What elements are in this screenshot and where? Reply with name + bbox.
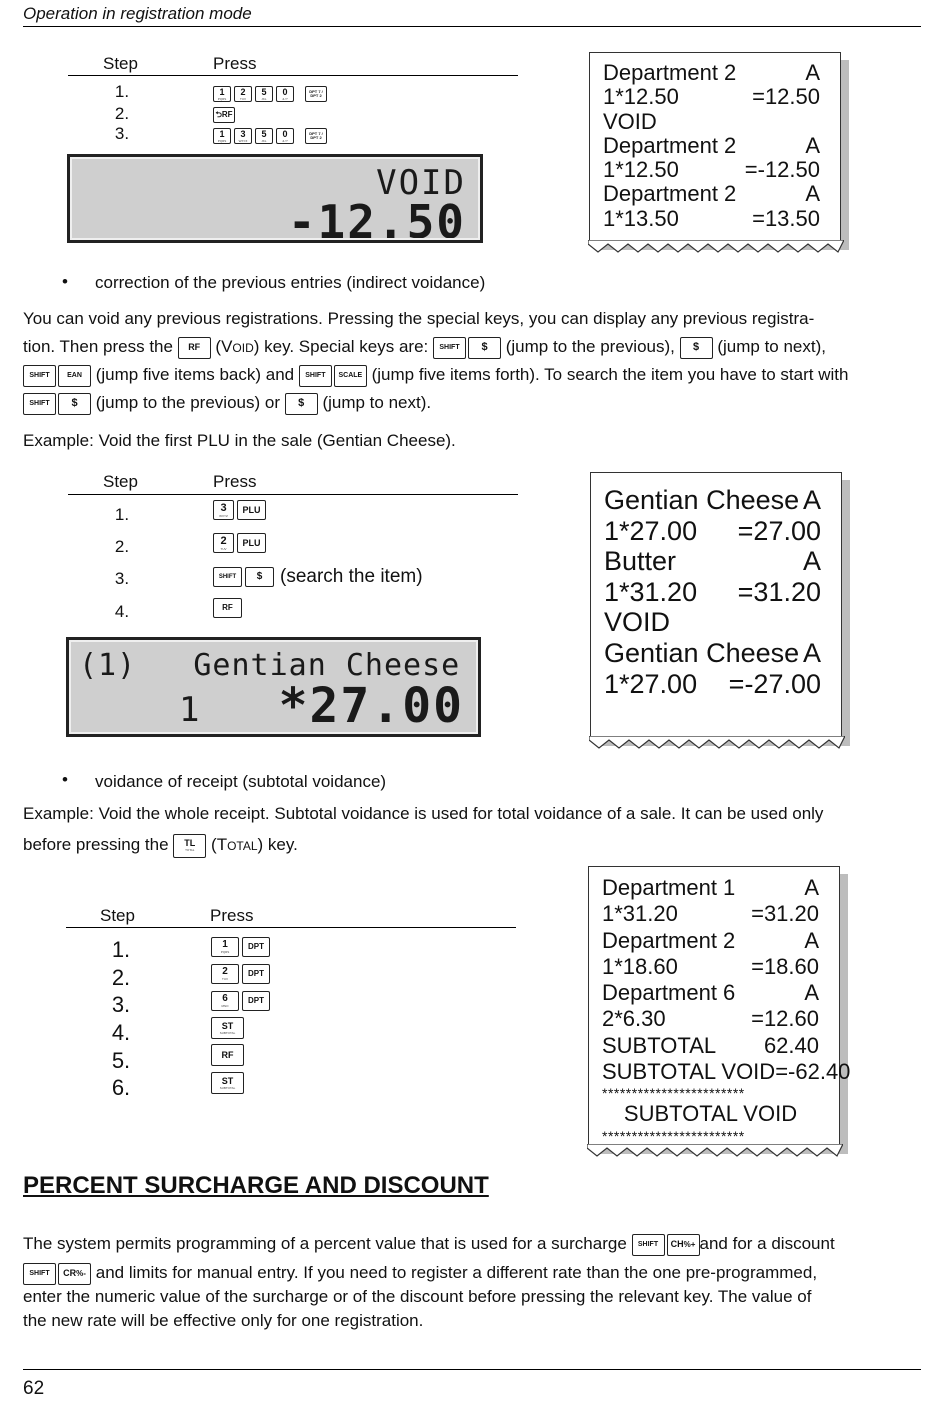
receipt-label: Department 6 [602,980,736,1006]
step-col-header: Step [100,906,135,925]
section-title: PERCENT SURCHARGE AND DISCOUNT [23,1172,489,1199]
shift-ch-keys[interactable]: SHIFT CH %+ [632,1234,700,1256]
receipt-label: 1*27.00 [604,515,698,546]
press-col-header: Press [213,54,257,73]
key-sequence [211,964,270,984]
receipt-line [604,546,821,577]
plu-key[interactable]: PLU [237,533,266,553]
step-col-header: Step [103,54,138,73]
paragraph [23,1230,921,1334]
receipt-label: Department 2 [603,132,737,158]
receipt-line [602,928,819,954]
lcd-line-1: VOID [376,163,466,203]
receipt-label: 1*18.60 [602,953,678,979]
paragraph [23,305,921,417]
key-0[interactable]: 0 &.!? [276,128,294,144]
receipt-value: A [805,60,820,85]
paragraph-line: SHIFT CR %- and limits for manual entry. If you need to register a different rate than the one pre-programmed, [23,1259,921,1286]
paragraph-line: The system permits programming of a percent value that is used for a surcharge SHIFT CH %+ and for a discount [23,1230,921,1257]
receipt-value: 62.40 [763,1032,819,1058]
step-number: 1. [114,82,130,101]
dpt-key[interactable]: DPT [242,937,270,957]
receipt-line [604,607,821,638]
receipt-line [603,182,820,206]
lcd-line-2: *27.00 [278,678,464,734]
receipt-line [603,85,820,109]
dpt-key[interactable]: DPT [242,991,270,1011]
receipt-printout [589,52,841,242]
shift-cr-keys[interactable]: SHIFT CR %- [23,1263,91,1285]
receipt-label: 1*27.00 [604,668,698,699]
receipt-line [604,638,821,669]
receipt-value: A [802,637,821,668]
step-number: 2. [114,537,130,556]
receipt-label: SUBTOTAL VOID [602,1059,776,1085]
receipt-label: VOID [604,607,671,638]
receipt-value: =-62.40 [775,1059,851,1085]
receipt-value: A [804,927,819,953]
key-sequence [213,533,266,553]
page-number: 62 [23,1378,45,1399]
torn-edge [588,240,844,254]
step-number: 3. [114,124,130,143]
receipt-printout [588,866,851,1146]
paragraph-line: SHIFT EAN (jump five items back) and SHIFT SCALE (jump five items forth). To search the item you have to start with [23,361,921,389]
step-number: 3. [114,569,130,588]
void-rf-key[interactable]: ⮌RF [213,107,235,123]
receipt-line [602,980,819,1006]
step-number: 4. [114,602,130,621]
receipt-value: =27.00 [737,515,821,546]
step-number: 4. [111,1020,131,1045]
receipt-line [603,207,820,231]
receipt-value: =-12.50 [744,157,820,183]
receipt-line [602,1033,819,1059]
table-rule [68,494,518,495]
dollar-key[interactable]: $ [245,567,274,587]
shift-ean-keys[interactable]: SHIFT EAN [23,365,91,387]
key-sequence [213,128,327,144]
key-2[interactable]: 2 TUV [211,964,239,984]
receipt-line [604,485,821,516]
key-1[interactable]: 1 PQRS [213,86,231,102]
receipt-label: 1*12.50 [603,157,679,183]
key-1[interactable]: 1 PQRS [211,937,239,957]
receipt-value: A [802,485,821,515]
key-sequence [213,500,266,520]
paragraph-line: enter the numeric value of the surcharge or of the discount before pressing the relevant key. The value of [23,1287,812,1306]
lcd-qty: 1 [179,690,200,730]
receipt-label: 2*6.30 [602,1006,666,1032]
dpt7-dpt2-key[interactable]: DPT 7 / DPT 2 [305,128,327,144]
step-number: 2. [111,965,131,990]
receipt-label: 1*13.50 [603,205,679,231]
receipt-value: A [805,181,820,207]
receipt-label: 1*31.20 [602,901,678,927]
receipt-value: A [804,980,819,1006]
lcd-display [66,637,481,737]
step-number: 1. [111,937,131,962]
paragraph-line: tion. Then press the RF (Void) key. Special keys are: SHIFT $ (jump to the previous), $ (jump to next), [23,333,921,361]
receipt-label: Gentian Cheese [604,485,800,515]
key-3[interactable]: 3 WXYZ [234,128,252,144]
receipt-value: =18.60 [751,953,819,979]
bullet-dot: • [62,770,68,789]
lcd-display [67,154,483,249]
receipt-value: =31.20 [751,901,819,927]
key-sequence [213,566,423,588]
receipt-value: =12.60 [751,1006,819,1032]
step-number: 6. [111,1075,131,1100]
receipt-value: A [805,132,820,158]
press-col-header: Press [210,906,254,925]
receipt-label: Department 2 [602,927,736,953]
receipt-label: SUBTOTAL [602,1032,717,1058]
total-key[interactable]: TL TOTAL [173,834,206,858]
receipt-line [602,1006,819,1032]
key-sequence [211,937,270,957]
receipt-value: A [804,875,819,900]
paragraph-line: the new rate will be effective only for one registration. [23,1311,424,1330]
running-header: Operation in registration mode [23,4,252,23]
receipt-line [603,61,820,85]
dpt-key[interactable]: DPT [242,964,270,984]
key-sequence [213,598,242,618]
bullet-text: correction of the previous entries (indirect voidance) [95,273,486,292]
step-number: 1. [114,505,130,524]
paragraph-line: before pressing the TL TOTAL (Total) key. [23,831,921,859]
receipt-label: VOID [603,108,657,134]
footer-rule [23,1369,921,1370]
receipt-line [602,901,819,927]
key-sequence [211,1017,244,1039]
receipt-label: 1*31.20 [604,576,698,607]
receipt-value: =13.50 [752,205,820,231]
receipt-value: =31.20 [737,576,821,607]
void-rf-key[interactable]: RF [211,1044,244,1066]
subtotal-key[interactable]: ST SUBTOTAL [211,1017,244,1039]
receipt-line [603,158,820,182]
receipt-stars: ************************ [602,1127,745,1144]
receipt-line [602,1059,851,1085]
shift-dollar-keys[interactable]: SHIFT $ [433,337,501,359]
dpt7-dpt2-key[interactable]: DPT 7 / DPT 2 [305,86,327,102]
shift-key[interactable]: SHIFT [213,567,242,587]
receipt-value: =12.50 [752,84,820,110]
step-number: 2. [114,104,130,123]
paragraph-line: SHIFT $ (jump to the previous) or $ (jump to next). [23,389,921,417]
key-sequence [211,1044,244,1066]
key-1[interactable]: 1 PQRS [213,128,231,144]
key-2[interactable]: 2 TUV [234,86,252,102]
key-3[interactable]: 3 WXYZ [213,500,234,520]
receipt-line [603,134,820,158]
key-sequence [213,86,327,102]
bullet-text: voidance of receipt (subtotal voidance) [95,772,387,791]
torn-edge [587,1144,843,1158]
receipt-label: Butter [604,546,677,577]
paragraph-line: Example: Void the whole receipt. Subtotal voidance is used for total voidance of a sale. It can be used only [23,804,824,823]
receipt-line [603,110,820,134]
receipt-line [604,516,821,547]
step-number: 3. [111,992,131,1017]
key-2[interactable]: 2 TUV [213,533,234,553]
receipt-line [602,954,819,980]
dollar-key[interactable]: $ [285,393,318,415]
step-number: 5. [111,1048,131,1073]
receipt-printout [590,472,842,738]
void-rf-key[interactable]: RF [178,337,211,359]
receipt-stars: ************************ [602,1085,745,1102]
void-rf-key[interactable]: RF [213,598,242,618]
receipt-label: 1*12.50 [603,84,679,110]
shift-scale-keys[interactable]: SHIFT SCALE [299,365,367,387]
receipt-line [604,669,821,700]
key-6[interactable]: 6 MNO [211,991,239,1011]
paragraph-line: You can void any previous registrations. Pressing the special keys, you can display any previous registra- [23,309,815,328]
receipt-label: Department 2 [603,181,737,207]
receipt-line [602,875,819,901]
key-0[interactable]: 0 &.!? [276,86,294,102]
header-rule [23,26,921,27]
table-rule [68,75,518,76]
search-note: (search the item) [280,566,423,587]
key-sequence [211,1072,244,1094]
table-rule [66,927,516,928]
lcd-line-2: -12.50 [287,195,466,249]
paragraph [23,800,921,859]
torn-edge [589,736,845,750]
key-sequence [211,991,270,1011]
subtotal-key[interactable]: ST SUBTOTAL [211,1072,244,1094]
key-sequence [213,107,235,123]
receipt-value: A [802,546,821,577]
receipt-label: Gentian Cheese [604,637,800,668]
lcd-line-1: (1) Gentian Cheese [79,648,461,683]
shift-dollar-keys[interactable]: SHIFT $ [23,393,91,415]
plu-key[interactable]: PLU [237,500,266,520]
receipt-label: Department 1 [602,875,736,900]
step-col-header: Step [103,472,138,491]
press-col-header: Press [213,472,257,491]
receipt-value: =-27.00 [728,668,821,699]
receipt-void-label: SUBTOTAL VOID [623,1101,798,1127]
receipt-label: Department 2 [603,60,737,85]
dollar-key[interactable]: $ [680,337,713,359]
example-text: Example: Void the first PLU in the sale (Gentian Cheese). [23,431,456,450]
receipt-line [604,577,821,608]
bullet-dot: • [62,272,68,291]
key-5[interactable]: 5 JKL [255,128,273,144]
key-5[interactable]: 5 JKL [255,86,273,102]
